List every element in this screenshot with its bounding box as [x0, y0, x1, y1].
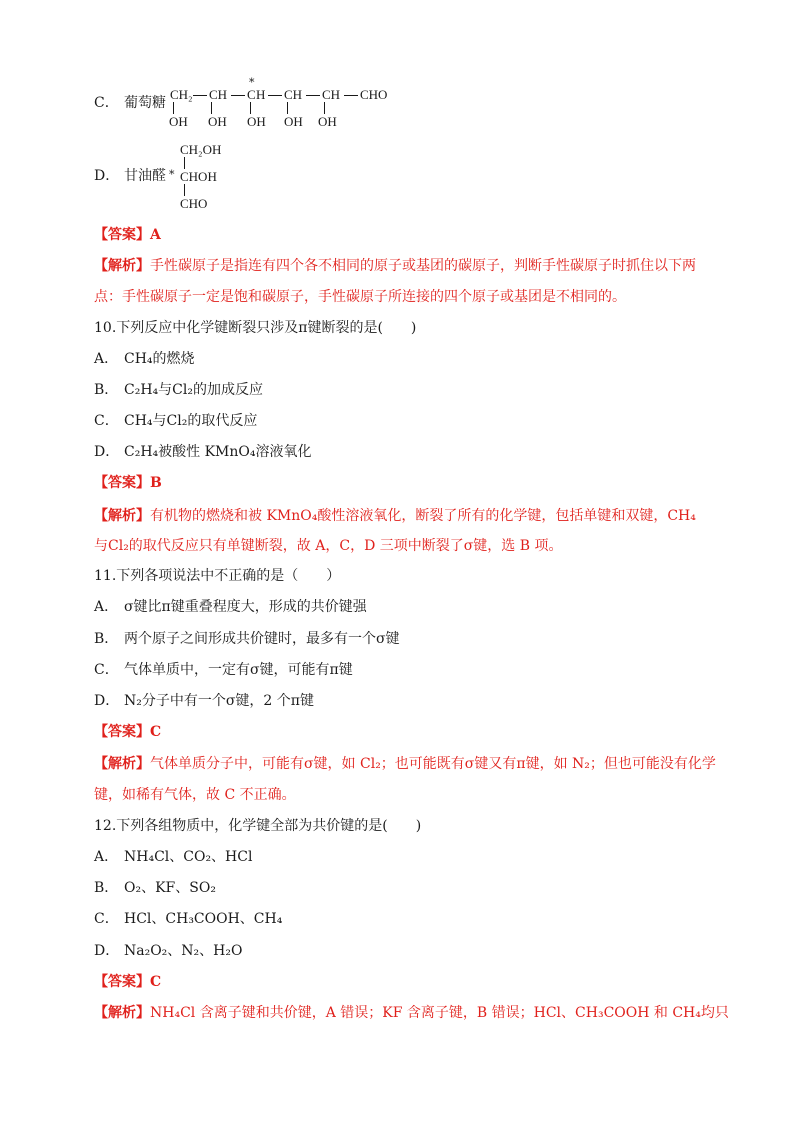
option-text: 气体单质中，一定有σ键，可能有π键 — [124, 662, 353, 678]
q9-analysis-line-2 — [94, 288, 626, 306]
option-letter: A． — [94, 351, 119, 367]
bond — [324, 102, 325, 114]
q11-answer — [94, 723, 161, 741]
q10-option-d — [94, 443, 312, 461]
q12-option-a — [94, 848, 252, 866]
bond — [193, 95, 207, 96]
option-letter: D． — [94, 444, 120, 460]
option-letter: B． — [94, 631, 119, 647]
glucose-c5: CH — [322, 87, 341, 102]
option-name: 葡萄糖 — [124, 95, 166, 111]
glyceraldehyde-c1: CH₂OH — [180, 142, 222, 157]
bond — [184, 184, 185, 196]
q11-option-b — [94, 630, 400, 648]
analysis-tag: 【解析】 — [94, 756, 150, 772]
analysis-text: 有机物的燃烧和被 KMnO₄酸性溶液氧化，断裂了所有的化学键，包括单键和双键，CH₄ — [150, 508, 696, 524]
q11-analysis-line-1 — [94, 755, 716, 773]
analysis-tag: 【解析】 — [94, 1005, 150, 1021]
glyceraldehyde-c2: CHOH — [180, 169, 217, 184]
q12-option-b — [94, 879, 216, 897]
answer-tag: 【答案】 — [94, 974, 150, 990]
option-letter: C． — [94, 95, 119, 111]
analysis-text: 手性碳原子是指连有四个各不相同的原子或基团的碳原子，判断手性碳原子时抓住以下两 — [150, 258, 696, 274]
q10-option-b — [94, 381, 263, 399]
analysis-tag: 【解析】 — [94, 508, 150, 524]
bond — [173, 102, 174, 114]
glucose-c1: CH₂ — [170, 87, 193, 102]
bond — [211, 102, 212, 114]
option-text: HCl、CH₃COOH、CH₄ — [124, 911, 283, 927]
q10-analysis-line-2 — [94, 537, 563, 555]
bond — [268, 95, 282, 96]
q12-option-c — [94, 910, 282, 928]
glyceraldehyde-c3: CHO — [180, 196, 208, 211]
option-letter: D． — [94, 943, 120, 959]
option-letter: A． — [94, 849, 119, 865]
option-text: N₂分子中有一个σ键，2 个π键 — [124, 693, 314, 709]
glucose-oh: OH — [208, 114, 227, 129]
bond — [287, 102, 288, 114]
answer-tag: 【答案】 — [94, 227, 150, 243]
option-text: σ键比π键重叠程度大，形成的共价键强 — [124, 599, 367, 615]
analysis-text: 与Cl₂的取代反应只有单键断裂，故 A，C，D 三项中断裂了σ键，选 B 项。 — [94, 538, 563, 554]
glucose-oh: OH — [169, 114, 188, 129]
glucose-oh: OH — [284, 114, 303, 129]
q11-option-c — [94, 661, 353, 679]
q12-analysis-line-1 — [94, 1004, 729, 1022]
q12-stem: 12.下列各组物质中，化学键全部为共价键的是( ) — [94, 818, 422, 834]
analysis-text: 键，如稀有气体，故 C 不正确。 — [94, 787, 296, 803]
option-text: O₂、KF、SO₂ — [124, 880, 216, 896]
analysis-text: 气体单质分子中，可能有σ键，如 Cl₂；也可能既有σ键又有π键，如 N₂；但也可能没有化学 — [150, 756, 716, 772]
q11-stem: 11.下列各项说法中不正确的是（ ） — [94, 568, 341, 584]
option-text: NH₄Cl、CO₂、HCl — [124, 849, 253, 865]
q9-answer — [94, 226, 161, 244]
q10-stem: 10.下列反应中化学键断裂只涉及π键断裂的是( ) — [94, 320, 417, 336]
q9-analysis-line-1 — [94, 257, 696, 275]
option-name: 甘油醛 — [124, 168, 166, 184]
option-text: CH₄与Cl₂的取代反应 — [124, 413, 258, 429]
chiral-star: * — [249, 76, 255, 89]
q12-answer — [94, 973, 161, 991]
option-text: 两个原子之间形成共价键时，最多有一个σ键 — [124, 631, 400, 647]
option-text: CH₄的燃烧 — [124, 351, 195, 367]
document-page: C． 葡萄糖 CH₂ CH * C H CH CH CHO OH OH OH OH OH D． 甘油醛 CH₂OH * CHOH CHO 【答案】A 【解析】手性碳原子是指连有四个各不相同的原子或基团的碳原子，判断手性碳原子时抓住以下两 点：手性碳原子一定是饱和碳原子，手性碳原子所连接的四个原子或基团是不相同的。 10.下列反应中化学键断裂只涉及π键断裂的是( ) A． CH₄的燃烧 B． C₂H₄与Cl₂的加成反应 C． CH₄与Cl₂的取代反应 D． C₂H₄被酸性 KMnO₄溶液氧化 【答案】B 【解析】有机物的燃烧和被 KMnO₄酸性溶液氧化，断裂了所有的化学键，包括单键和双键，CH₄ 与Cl₂的取代反应只有单键断裂，故 A，C，D 三项中断裂了σ键，选 B 项。 11.下列各项说法中不正确的是（ ） A． σ键比π键重叠程度大，形成的共价键强 B． 两个原子之间形成共价键时，最多有一个σ键 C． 气体单质中，一定有σ键，可能有π键 D． N₂分子中有一个σ键，2 个π键 【答案】C 【解析】气体单质分子中，可能有σ键，如 Cl₂；也可能既有σ键又有π键，如 N₂；但也可能没有化学 键，如稀有气体，故 C 不正确。 12.下列各组物质中，化学键全部为共价键的是( ) A． NH₄Cl、CO₂、HCl B． O₂、KF、SO₂ C． HCl、CH₃COOH、CH₄ D． Na₂O₂、N₂、H₂O 【答案】C 【解析】NH₄Cl 含离子键和共价键，A 错误；KF 含离子键，B 错误；HCl、CH₃COOH 和 CH₄均只 — [94, 76, 729, 1021]
q11-option-d — [94, 692, 314, 710]
option-letter: C． — [94, 911, 119, 927]
q10-answer — [94, 474, 162, 492]
option-letter: C． — [94, 662, 119, 678]
glucose-oh: OH — [247, 114, 266, 129]
analysis-text: 点：手性碳原子一定是饱和碳原子，手性碳原子所连接的四个原子或基团是不相同的。 — [94, 289, 626, 305]
option-text: C₂H₄被酸性 KMnO₄溶液氧化 — [124, 444, 312, 460]
glucose-oh: OH — [318, 114, 337, 129]
option-letter: A． — [94, 599, 119, 615]
glucose-c3: C — [247, 87, 256, 102]
option-letter: B． — [94, 880, 119, 896]
answer-value: C — [150, 724, 162, 740]
bond — [184, 157, 185, 169]
option-letter: D． — [94, 168, 120, 184]
q12-option-d — [94, 942, 242, 960]
answer-value: A — [150, 227, 161, 243]
option-letter: D． — [94, 693, 120, 709]
analysis-text: NH₄Cl 含离子键和共价键，A 错误；KF 含离子键，B 错误；HCl、CH₃COOH 和 CH₄均只 — [150, 1005, 729, 1021]
q10-option-a — [94, 350, 195, 368]
glucose-c4: CH — [284, 87, 303, 102]
q9-option-c — [94, 94, 166, 112]
option-text: Na₂O₂、N₂、H₂O — [124, 943, 243, 959]
q9-option-d — [94, 167, 166, 185]
glucose-c2: CH — [209, 87, 228, 102]
q10-analysis-line-1 — [94, 507, 696, 525]
bond — [231, 95, 245, 96]
answer-value: B — [150, 475, 162, 491]
option-text: C₂H₄与Cl₂的加成反应 — [124, 382, 263, 398]
chiral-star: * — [169, 168, 175, 181]
answer-tag: 【答案】 — [94, 475, 150, 491]
bond — [306, 95, 320, 96]
glucose-c6: CHO — [360, 87, 388, 102]
q10-option-c — [94, 412, 257, 430]
analysis-tag: 【解析】 — [94, 258, 150, 274]
option-letter: C． — [94, 413, 119, 429]
q11-option-a — [94, 598, 367, 616]
answer-value: C — [150, 974, 162, 990]
option-letter: B． — [94, 382, 119, 398]
q11-analysis-line-2 — [94, 786, 296, 804]
bond — [344, 95, 358, 96]
bond — [250, 102, 251, 114]
answer-tag: 【答案】 — [94, 724, 150, 740]
